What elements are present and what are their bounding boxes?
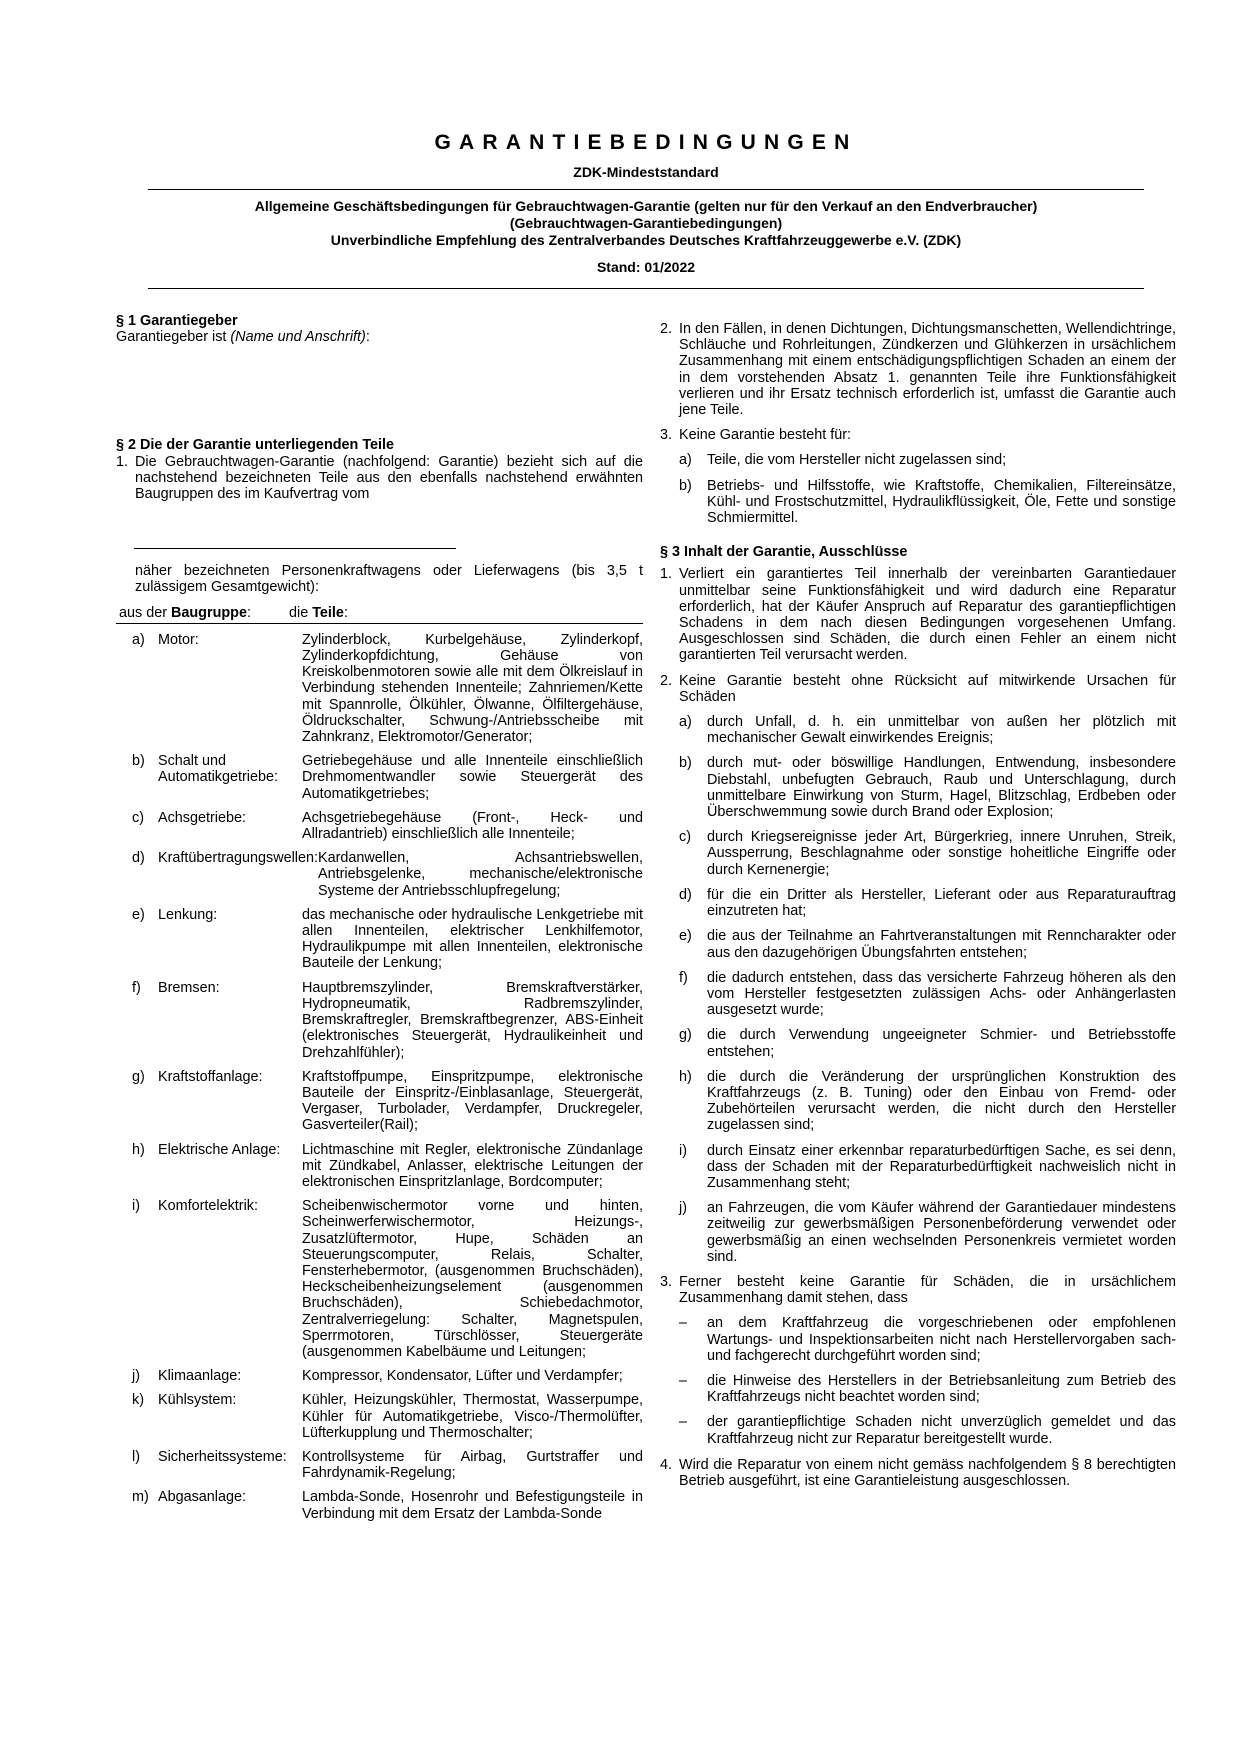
list-item-text: durch Kriegsereignisse jeder Art, Bürgerkrieg, innere Unruhen, Streik, Aussperrung, Beschlagnahme oder sonstige hoheitliche Eingriffe oder durch Kernenergie; [707,829,1176,878]
section-2-para-3 [660,427,1176,443]
list-item-marker: a) [679,714,692,731]
list-item-text: an dem Kraftfahrzeug die vorgeschriebenen oder empfohlenen Wartungs- und Inspektionsarbeiten nicht nach Herstellervorgaben sach- und fachgerecht durchgeführt worden sind; [707,1315,1176,1364]
list-item-marker: b) [679,755,692,772]
address-space [116,345,643,437]
list-item-marker: a) [679,452,692,469]
parts-group-letter: e) [132,906,145,923]
parts-group-letter: h) [132,1141,145,1158]
section-2-para-1 [116,454,643,503]
parts-group-letter: a) [132,631,145,648]
list-item-marker: d) [679,886,692,903]
parts-table-row [116,907,643,972]
section-1-text [116,329,643,345]
list-item-text: die aus der Teilnahme an Fahrtveranstaltungen mit Renncharakter oder aus den dazugehörigen Übungsfahrten entstehen; [707,928,1176,961]
parts-group-cell [116,907,302,972]
para-text: In den Fällen, in denen Dichtungen, Dichtungsmanschetten, Wellendichtringe, Schläuche und Rohrleitungen, Zündkerzen und Glühkerzen in ursächlichem Zusammenhang mit einem entschädigungspflichtigen Schaden an einem der in dem vorstehenden Absatz 1. genannten Teile ihre Funktionsfähigkeit verlieren und ihr Ersatz technisch erforderlich ist, umfasst die Garantie auch jene Teile. [679,321,1176,419]
section-1-text-suffix: : [365,329,370,346]
parts-group-label: Elektrische Anlage: [158,1141,281,1158]
right-column [660,321,1176,1489]
para-text: Keine Garantie besteht ohne Rücksicht auf mitwirkende Ursachen für Schäden [679,672,1176,705]
section-2-para-2 [660,321,1176,418]
parts-group-letter: g) [132,1068,145,1085]
parts-group-cell [116,1069,302,1134]
list-item-marker: – [679,1372,688,1389]
parts-group-label: Schalt und Automatikgetriebe: [158,753,278,786]
document-subtitle: ZDK-Mindeststandard [573,164,719,180]
list-item [679,1069,1176,1134]
parts-group-cell [116,632,302,745]
list-item [679,755,1176,820]
header-line-2: (Gebrauchtwagen-Garantiebedingungen) [509,215,783,231]
section-1-title: § 1 Garantiegeber [116,313,238,329]
list-item-marker: c) [679,829,691,846]
header-line-1: Allgemeine Geschäftsbedingungen für Gebrauchtwagen-Garantie (gelten nur für den Verkauf an den Endverbraucher) [254,198,1038,214]
para-text: Die Gebrauchtwagen-Garantie (nachfolgend: Garantie) bezieht sich auf die nachstehend bezeichneten Teile aus den ebenfalls nachstehend erwähnten Baugruppen des im Kaufvertrag vom [135,453,643,503]
parts-list-cell: Lambda-Sonde, Hosenrohr und Befestigungsteile in Verbindung mit dem Ersatz der Lambda-Sonde [302,1489,643,1522]
parts-group-label: Kraftstoffanlage: [158,1068,263,1085]
header-parts-bold: Teile [312,604,344,621]
parts-group-cell [116,810,302,842]
list-item-marker: e) [679,928,692,945]
parts-group-cell [116,980,302,1061]
list-item-text: für die ein Dritter als Hersteller, Lieferant oder aus Reparaturauftrag einzutreten hat; [707,886,1176,920]
parts-group-letter: i) [132,1198,140,1215]
list-item-text: der garantiepflichtige Schaden nicht unverzüglich gemeldet und das Kraftfahrzeug nicht zur Reparatur bereitgestellt wurde. [707,1414,1176,1447]
parts-list-cell: Kraftstoffpumpe, Einspritzpumpe, elektronische Bauteile der Einspritz-/Einblasanlage, Steuergerät, Vergaser, Turbolader, Verdampfer, Druckregeler, Gasverteiler(Rail); [302,1068,643,1134]
list-item-text: die durch die Veränderung der ursprünglichen Konstruktion des Kraftfahrzeugs (z. B. Tuning) oder den Einbau von Fremd- oder Zubehörteilen verursacht werden, die nicht durch den Hersteller zugelassen sind; [707,1068,1176,1134]
parts-group-letter: f) [132,979,141,996]
parts-group-letter: c) [132,809,144,826]
list-item-marker: b) [679,477,692,494]
list-item [679,1027,1176,1059]
parts-group-label: Lenkung: [158,906,218,923]
list-item-text: an Fahrzeugen, die vom Käufer während der Garantiedauer mindestens zeitweilig zur gewerbsmäßigen Personenbeförderung verwendet oder gewerbsmäßig an einen wechselnden Personenkreis vermietet worden sind. [707,1200,1176,1265]
section-2-para-3-list [660,452,1176,526]
list-item [679,1315,1176,1364]
parts-group-cell [116,1368,302,1384]
section-3-para-2 [660,673,1176,705]
para-number: 3. [660,427,673,444]
list-item [679,887,1176,919]
list-item-marker: – [679,1315,688,1332]
parts-table-row [116,1392,643,1441]
parts-table-row [116,1069,643,1134]
parts-group-label: Sicherheitssysteme: [158,1448,287,1465]
para-number: 4. [660,1456,673,1473]
parts-group-letter: m) [132,1489,149,1506]
para-text: Keine Garantie besteht für: [679,427,851,444]
list-item [679,1373,1176,1405]
parts-list-cell: Achsgetriebegehäuse (Front-, Heck- und Allradantrieb) einschließlich alle Innenteile; [302,809,643,843]
parts-group-label: Motor: [158,631,199,648]
para-text: Wird die Reparatur von einem nicht gemäss nachfolgendem § 8 berechtigten Betrieb ausgeführt, ist eine Garantieleistung ausgeschlossen. [679,1456,1176,1489]
parts-table-row [116,980,643,1061]
parts-list-cell: Hauptbremszylinder, Bremskraftverstärker, Hydropneumatik, Radbremszylinder, Bremskraftregler, Bremskraftbegrenzer, ABS-Einheit (elektronisches Steuergerät, Hydraulikeinheit und Drehzahlfühler); [302,979,643,1061]
list-item-marker: – [679,1414,688,1431]
list-item [679,829,1176,878]
para-number: 1. [116,453,129,470]
parts-table-row [116,1449,643,1481]
parts-list-cell: Kühler, Heizungskühler, Thermostat, Wasserpumpe, Kühler für Automatikgetriebe, Visco-/Thermolüfter, Lüfterkupplung und Thermoschalter; [302,1392,643,1441]
header-parts-pre: die [289,604,313,621]
list-item-text: Teile, die vom Hersteller nicht zugelassen sind; [707,452,1007,469]
list-item [679,1414,1176,1446]
section-3-para-3 [660,1274,1176,1306]
parts-group-cell [116,1198,302,1360]
document-header [148,130,1144,297]
parts-group-cell [116,1449,302,1481]
para-text: Verliert ein garantiertes Teil innerhalb der vereinbarten Garantiedauer unmittelbar seine Funktionsfähigkeit und wird dadurch eine Reparatur erforderlich, hat der Käufer Anspruch auf Reparatur des garantiepflichtigen Schadens in dem nach diesen Bedingungen vorgesehenen Umfang. Ausgeschlossen sind Schäden, die durch einen Fehler an einem nicht garantierten Teil verursacht werden. [679,566,1176,664]
para-number: 2. [660,321,673,337]
contract-date-line [134,548,456,549]
parts-group-letter: b) [132,753,145,770]
parts-group-label: Bremsen: [158,979,220,996]
header-group-pre: aus der [119,604,171,621]
parts-group-cell [116,850,318,899]
parts-group-label: Klimaanlage: [158,1368,242,1385]
list-item [679,1200,1176,1265]
parts-group-label: Achsgetriebe: [158,809,246,826]
parts-group-label: Komfortelektrik: [158,1198,258,1215]
list-item [679,1143,1176,1192]
para-number: 1. [660,566,673,583]
parts-list-cell: Kompressor, Kondensator, Lüfter und Verdampfer; [302,1368,623,1385]
parts-group-cell [116,1142,302,1191]
list-item-text: die durch Verwendung ungeeigneter Schmier- und Betriebsstoffe entstehen; [707,1027,1176,1060]
parts-table-row [116,810,643,842]
parts-group-label: Abgasanlage: [158,1489,247,1506]
list-item [679,452,1176,468]
parts-group-label: Kühlsystem: [158,1392,237,1409]
header-group-post: : [246,604,251,621]
parts-list-cell: Getriebegehäuse und alle Innenteile einschließlich Drehmomentwandler sowie Steuergerät des Automatikgetriebes; [302,753,643,802]
parts-group-letter: k) [132,1392,144,1409]
header-rule-bottom [148,288,1144,289]
header-stand: Stand: 01/2022 [596,259,696,275]
section-3-para-3-list [660,1315,1176,1446]
section-2-title: § 2 Die der Garantie unterliegenden Teile [116,437,395,454]
section-3-para-4 [660,1457,1176,1489]
parts-list-cell: Kardanwellen, Achsantriebswellen, Antriebsgelenke, mechanische/elektronische Systeme der Antriebsschlupfregelung; [318,850,643,899]
list-item-marker: h) [679,1068,692,1085]
list-item [679,928,1176,960]
parts-table-row [116,1489,643,1521]
section-1-text-prefix: Garantiegeber ist [116,329,231,346]
parts-table-row [116,1142,643,1191]
parts-table-row [116,1368,643,1384]
list-item-marker: j) [679,1200,687,1217]
parts-table-row [116,850,643,899]
parts-group-label: Kraftübertragungswellen: [158,850,318,867]
list-item-marker: g) [679,1027,692,1044]
section-3-para-2-list [660,714,1176,1265]
parts-table-header-group [116,605,289,621]
list-item-marker: f) [679,969,688,986]
parts-list-cell: das mechanische oder hydraulische Lenkgetriebe mit allen Innenteilen, elektrischer Lenkhilfemotor, Hydraulikpumpe mit allen Innenteilen, elektronische Bauteile der Lenkung; [302,906,643,972]
parts-list-cell: Kontrollsysteme für Airbag, Gurtstraffer und Fahrdynamik-Regelung; [302,1448,643,1482]
para-number: 3. [660,1273,673,1290]
list-item [679,714,1176,746]
list-item-marker: i) [679,1142,687,1159]
parts-group-letter: l) [132,1448,140,1465]
header-group-bold: Baugruppe [171,604,247,621]
parts-group-cell [116,1489,302,1521]
parts-table-row [116,1198,643,1360]
list-item-text: Betriebs- und Hilfsstoffe, wie Kraftstoffe, Chemikalien, Filtereinsätze, Kühl- und Frostschutzmittel, Hydraulikflüssigkeit, Öle, Fette und sonstige Schmiermittel. [707,477,1176,527]
parts-list-cell: Zylinderblock, Kurbelgehäuse, Zylinderkopf, Zylinderkopfdichtung, Gehäuse von Kreiskolbenmotoren sowie alle mit dem Ölkreislauf in Verbindung stehenden Innenteile; Zahnriemen/Kette mit Spannrolle, Ölkühler, Ölwanne, Ölfiltergehäuse, Öldruckschalter, Schwung-/Antriebsscheibe mit Zahnkranz, Elektromotor/Generator; [302,631,643,746]
parts-table-body [116,632,643,1522]
list-item-text: durch Einsatz einer erkennbar reparaturbedürftigen Sache, es sei denn, dass der Schaden mit der Reparaturbedürftigkeit nachweislich nicht in Zusammenhang steht; [707,1142,1176,1191]
list-item-text: durch mut- oder böswillige Handlungen, Entwendung, insbesondere Diebstahl, unbefugten Gebrauch, Raub und Unterschlagung, durch unmittelbare Einwirkung von Sturm, Hagel, Blitzschlag, Erdbeben oder Überschwemmung sowie durch Brand oder Explosion; [707,755,1176,821]
parts-list-cell: Lichtmaschine mit Regler, elektronische Zündanlage mit Zündkabel, Anlasser, elektrische Leitungen der elektronischen Einspritzlanlage, Bordcomputer; [302,1141,643,1190]
list-item [679,970,1176,1019]
parts-group-cell [116,1392,302,1441]
document-title: GARANTIEBEDINGUNGEN [434,131,858,154]
para-number: 2. [660,672,673,689]
section-3-para-1 [660,566,1176,663]
section-1-text-italic: (Name und Anschrift) [230,329,366,346]
parts-table-row [116,632,643,745]
list-item-text: die Hinweise des Herstellers in der Betriebsanleitung zum Betrieb des Kraftfahrzeugs nicht beachtet worden sind; [707,1372,1176,1406]
parts-table-row [116,753,643,802]
header-line-3: Unverbindliche Empfehlung des Zentralverbandes Deutsches Kraftfahrzeuggewerbe e.V. (ZDK) [330,232,962,248]
list-item-text: durch Unfall, d. h. ein unmittelbar von außen her plötzlich mit mechanischer Gewalt einwirkendes Ereignis; [707,714,1176,747]
list-item [679,478,1176,527]
parts-table-header-parts [289,605,643,621]
parts-group-cell [116,753,302,802]
parts-list-cell: Scheibenwischermotor vorne und hinten, Scheinwerferwischermotor, Heizungs-, Zusatzlüftermotor, Hupe, Schäden an Steuerungscomputer, Relais, Schalter, Fensterhebermotor, (ausgenommen Bruchschäden), Heckscheibenheizungselement (ausgenommen Bruchschäden), Schiebedachmotor, Zentralverriegelung: Schalter, Magnetspulen, Sperrmotoren, Türschlösser, Steuergeräte (ausgenommen Kabelbäume und Leitungen; [302,1198,643,1360]
header-parts-post: : [343,604,348,621]
section-3-title: § 3 Inhalt der Garantie, Ausschlüsse [660,544,908,561]
header-rule-top [148,189,1144,190]
para-text: Ferner besteht keine Garantie für Schäden, die in ursächlichem Zusammenhang damit stehen, dass [679,1273,1176,1307]
section-2-para-1-after: näher bezeichneten Personenkraftwagens oder Lieferwagens (bis 3,5 t zulässigem Gesamtgewicht): [135,563,643,596]
parts-group-letter: j) [132,1368,140,1385]
list-item-text: die dadurch entstehen, dass das versicherte Fahrzeug höheren als den vom Hersteller festgesetzten zulässigen Achs- oder Anhängerlasten ausgesetzt wurde; [707,969,1176,1019]
parts-table-header [116,605,643,624]
parts-group-letter: d) [132,850,145,867]
left-column [116,313,643,1522]
